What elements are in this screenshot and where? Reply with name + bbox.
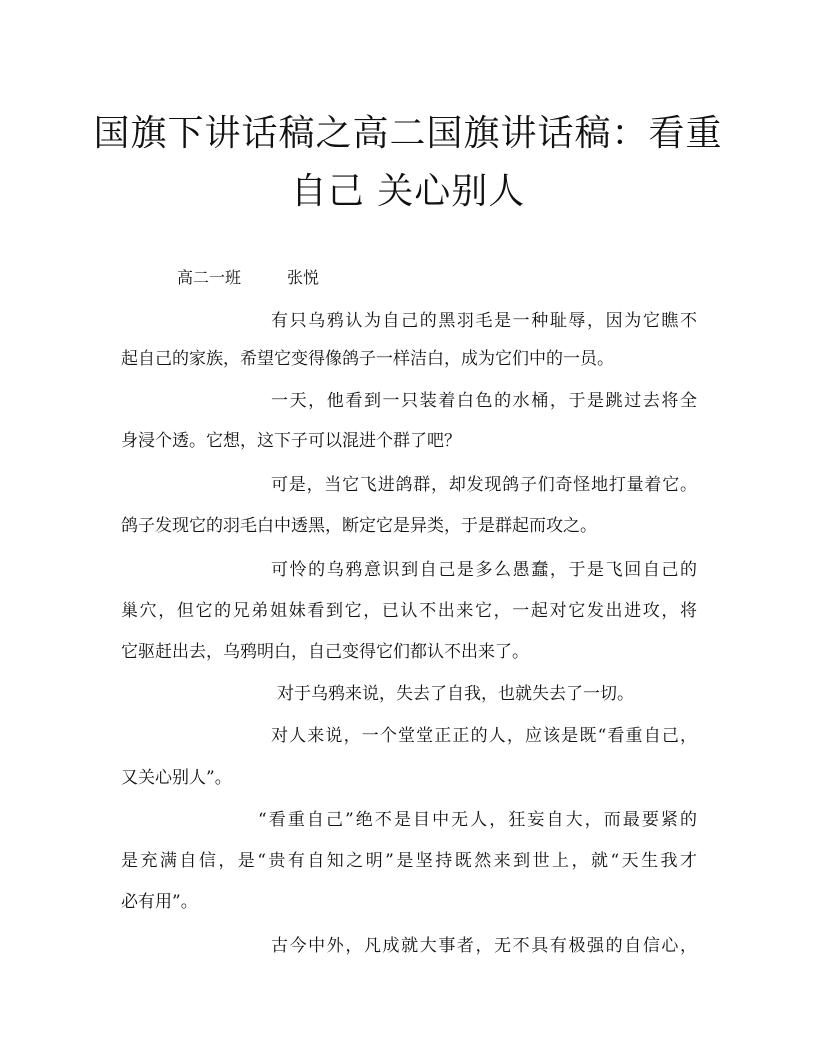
text-line: 对于乌鸦来说，失去了自我，也就失去了一切。 (277, 684, 634, 704)
text-line: 起自己的家族，希望它变得像鸽子一样洁白，成为它们中的一员。 (121, 349, 614, 369)
text-line: 有只乌鸦认为自己的黑羽毛是一种耻辱，因为它瞧不 (271, 311, 697, 331)
text-line: 巢穴，但它的兄弟姐妹看到它，已认不出来它，一起对它发出进攻，将 (121, 601, 697, 621)
text-line: “看重自己”绝不是目中无人，狂妄自大，而最要紧的 (258, 810, 697, 830)
text-line: 可怜的乌鸦意识到自己是多么愚蠢，于是飞回自己的 (271, 560, 697, 580)
text-line: 对人来说，一个堂堂正正的人，应该是既“看重自己， (271, 726, 697, 746)
text-line: 古今中外，凡成就大事者，无不具有极强的自信心， (271, 936, 697, 956)
text-line: 鸽子发现它的羽毛白中透黑，断定它是异类，于是群起而攻之。 (121, 516, 597, 536)
byline-author: 张悦 (287, 268, 320, 287)
text-line: 一天，他看到一只装着白色的水桶，于是跳过去将全 (271, 391, 697, 411)
text-line: 身浸个透。它想，这下子可以混进个群了吧？ (121, 431, 461, 451)
text-line: 又关心别人”。 (121, 768, 232, 788)
document-title-line-1: 国旗下讲话稿之高二国旗讲话稿：看重 (93, 113, 723, 154)
text-line: 它驱赶出去，乌鸦明白，自己变得它们都认不出来了。 (121, 642, 529, 662)
byline (177, 270, 319, 286)
text-line: 可是，当它飞进鸽群，却发现鸽子们奇怪地打量着它。 (271, 475, 697, 495)
text-line: 必有用”。 (121, 892, 198, 912)
byline-class: 高二一班 (177, 268, 242, 287)
text-line: 是充满自信，是“贵有自知之明”是坚持既然来到世上，就“天生我才 (121, 851, 697, 871)
document-title-line-2: 自己 关心别人 (290, 171, 526, 212)
